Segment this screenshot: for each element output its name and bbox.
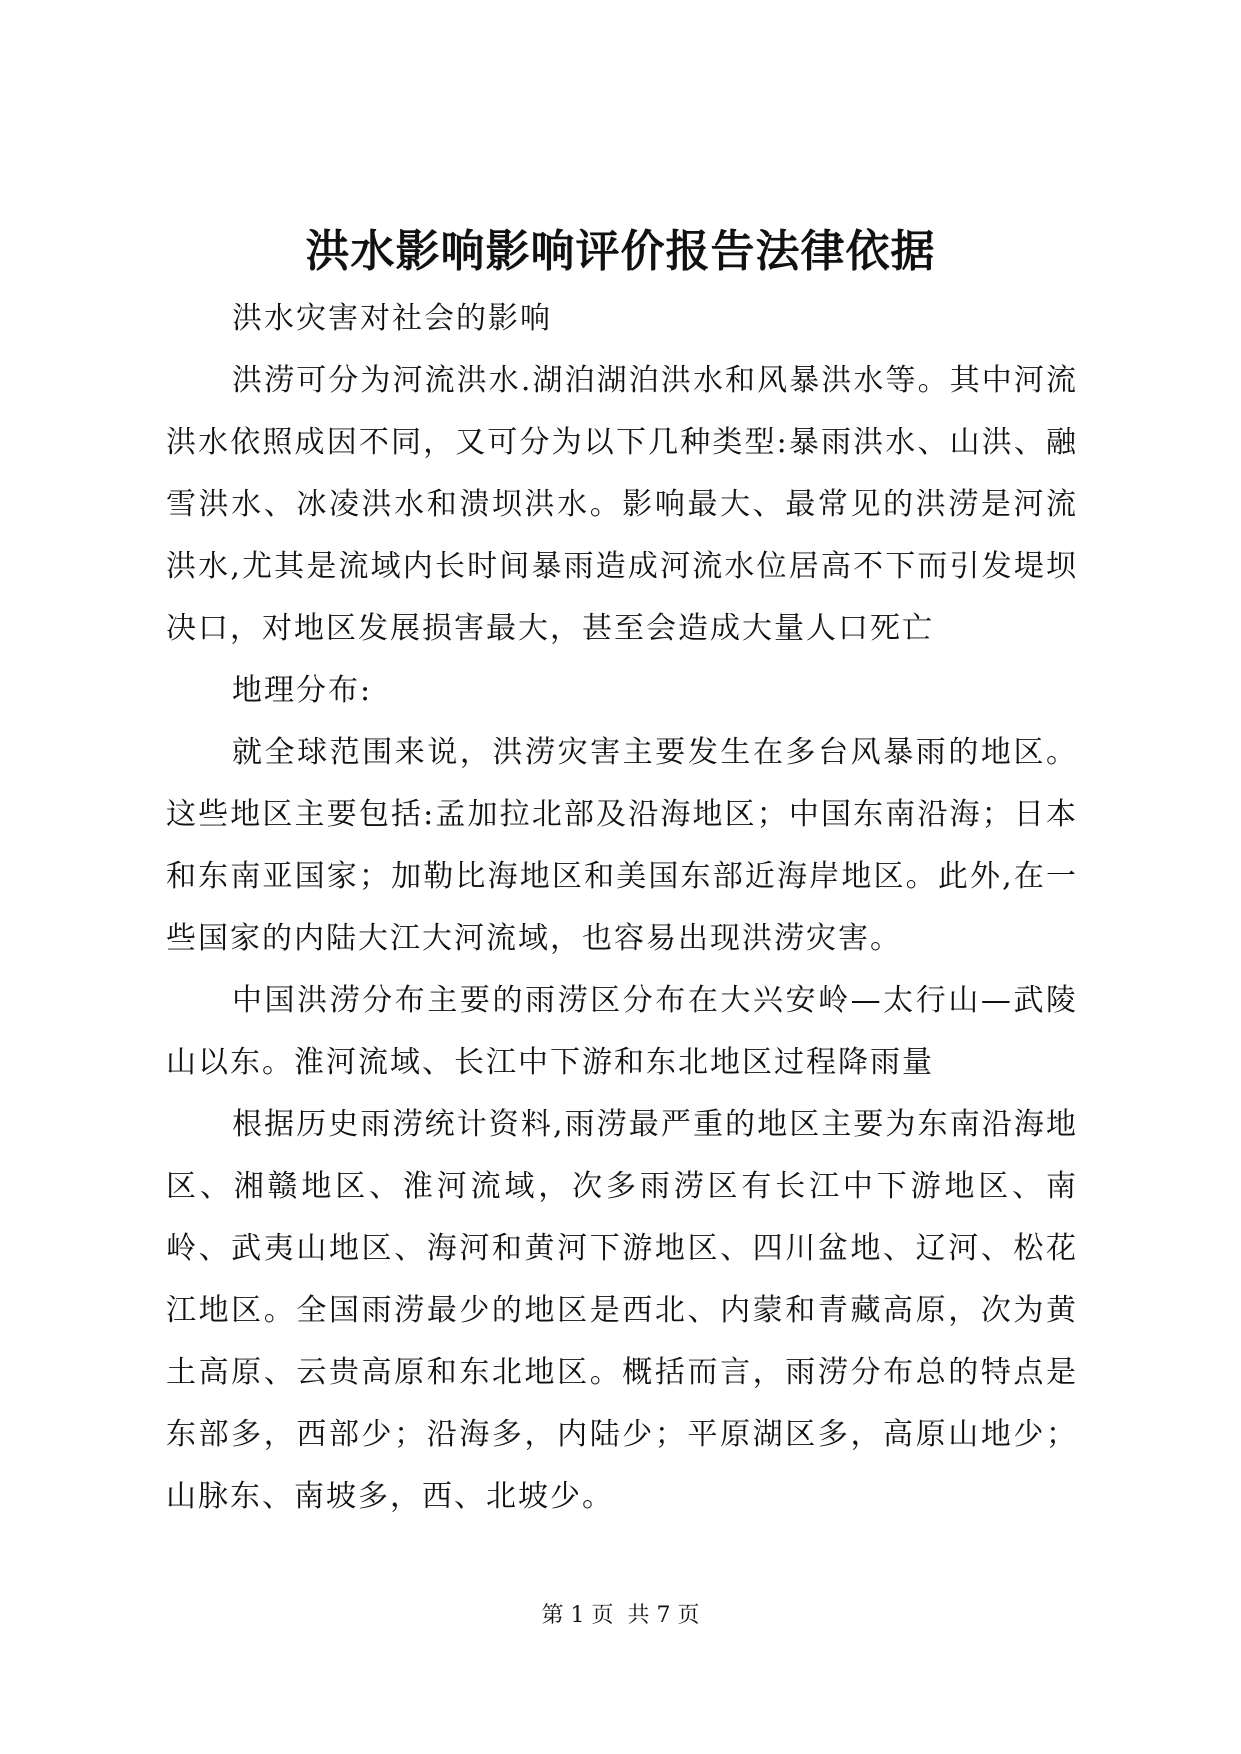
page-number-label: 第 1 页 共 7 页 <box>541 1603 700 1628</box>
page-footer <box>0 1601 1241 1631</box>
document-body <box>166 288 1078 1528</box>
paragraph-china-distribution: 中国洪涝分布主要的雨涝区分布在大兴安岭—太行山—武陵山以东。淮河流域、长江中下游和东北地区过程降雨量 <box>166 983 1078 1080</box>
paragraph-historical-statistics: 根据历史雨涝统计资料,雨涝最严重的地区主要为东南沿海地区、湘赣地区、淮河流域，次多雨涝区有长江中下游地区、南岭、武夷山地区、海河和黄河下游地区、四川盆地、辽河、松花江地区。全国雨涝最少的地区是西北、内蒙和青藏高原，次为黄土高原、云贵高原和东北地区。概括而言，雨涝分布总的特点是东部多，西部少；沿海多，内陆少；平原湖区多，高原山地少；山脉东、南坡多，西、北坡少。 <box>166 1107 1078 1514</box>
paragraph-global-distribution: 就全球范围来说，洪涝灾害主要发生在多台风暴雨的地区。这些地区主要包括:孟加拉北部及沿海地区；中国东南沿海；日本和东南亚国家；加勒比海地区和美国东部近海岸地区。此外,在一些国家的内陆大江大河流域，也容易出现洪涝灾害。 <box>166 735 1078 956</box>
paragraph-flood-types: 洪涝可分为河流洪水.湖泊湖泊洪水和风暴洪水等。其中河流洪水依照成因不同，又可分为以下几种类型:暴雨洪水、山洪、融雪洪水、冰凌洪水和溃坝洪水。影响最大、最常见的洪涝是河流洪水,尤其是流域内长时间暴雨造成河流水位居高不下而引发堤坝决口，对地区发展损害最大，甚至会造成大量人口死亡 <box>166 363 1078 646</box>
paragraph-heading-social-impact: 洪水灾害对社会的影响 <box>232 301 552 336</box>
document-title: 洪水影响影响评价报告法律依据 <box>305 226 936 277</box>
paragraph-heading-geography: 地理分布: <box>232 673 373 708</box>
